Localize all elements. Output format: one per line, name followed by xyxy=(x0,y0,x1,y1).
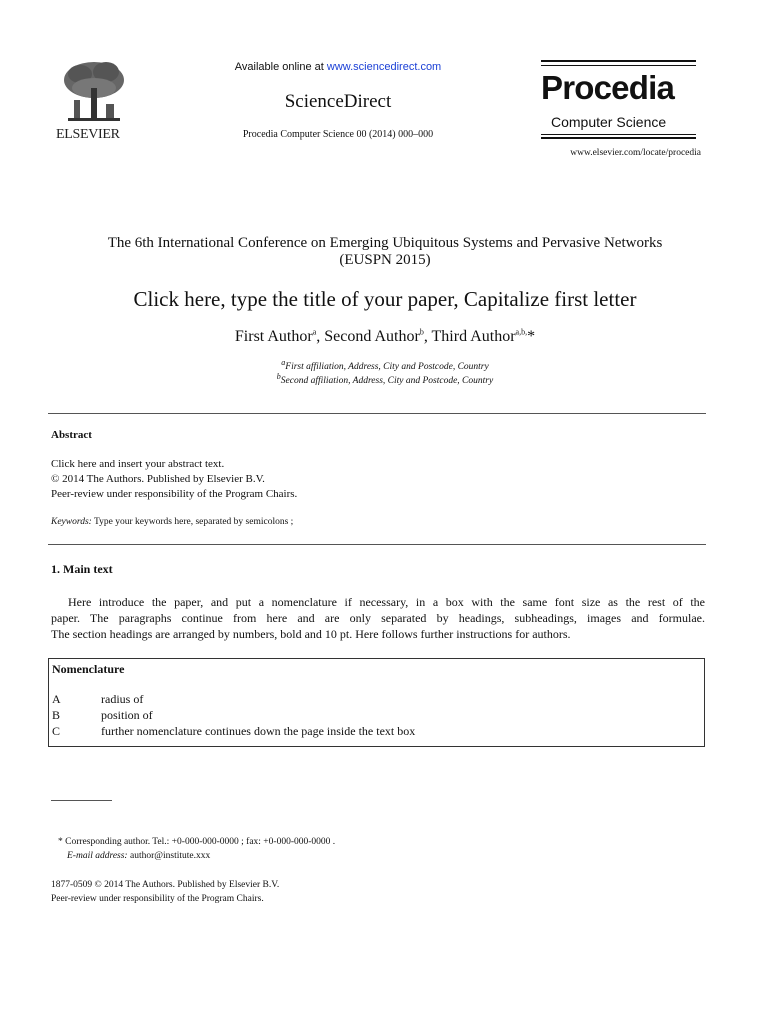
procedia-url[interactable]: www.elsevier.com/locate/procedia xyxy=(570,148,701,158)
elsevier-wordmark: ELSEVIER xyxy=(56,127,120,142)
affiliation-a: $^a$First affiliation, Address, City and Postcode, Country xyxy=(281,357,489,372)
keywords-label: Keywords: xyxy=(51,517,92,527)
copyright-line-2: Peer-review under responsibility of the Program Chairs. xyxy=(51,894,264,904)
conference-line-1: The 6th International Conference on Emerging Ubiquitous Systems and Pervasive Networks xyxy=(107,235,663,251)
abstract-body xyxy=(51,457,297,502)
sciencedirect-title: ScienceDirect xyxy=(284,91,392,112)
journal-reference: Procedia Computer Science 00 (2014) 000–000 xyxy=(242,129,434,140)
abstract-heading: Abstract xyxy=(51,429,92,441)
paragraph-line-2: paper. The paragraphs continue from here and are only separated by headings, subheadings, images and formulae. xyxy=(51,611,705,625)
author-3: , Third Author xyxy=(423,328,516,345)
conference-name xyxy=(40,235,730,269)
affiliation-b: $^b$Second affiliation, Address, City and Postcode, Country xyxy=(276,371,494,386)
corresponding-star: * xyxy=(527,328,536,345)
conference-line-2: (EUSPN 2015) xyxy=(339,252,431,268)
procedia-logo xyxy=(541,60,696,142)
paragraph-line-1: Here introduce the paper, and put a nomenclature if necessary, in a box with the same font size as the rest of the xyxy=(68,595,705,609)
email-note xyxy=(58,849,335,863)
procedia-subtitle: Computer Science xyxy=(551,114,667,130)
procedia-top-rule xyxy=(541,60,696,62)
email-label: E-mail address: xyxy=(67,851,128,861)
section-heading: 1. Main text xyxy=(51,562,113,576)
footnote-separator xyxy=(51,800,112,801)
elsevier-tree-icon xyxy=(54,58,134,128)
abstract-line-2: © 2014 The Authors. Published by Elsevier B.V. xyxy=(51,473,265,485)
copyright-line-1: 1877-0509 © 2014 The Authors. Published by Elsevier B.V. xyxy=(51,880,280,890)
keywords-text: Type your keywords here, separated by semicolons ; xyxy=(91,517,294,527)
rule-below-abstract xyxy=(48,544,706,545)
author-1: First Author xyxy=(234,328,313,345)
procedia-bottom-rule-thick xyxy=(541,137,696,139)
paper-title: Click here, type the title of your paper, Capitalize first letter xyxy=(133,287,637,311)
rule-above-abstract xyxy=(48,413,706,414)
elsevier-logo xyxy=(54,58,134,146)
nomenclature-heading: Nomenclature xyxy=(52,662,125,676)
sciencedirect-link[interactable]: www.sciencedirect.com xyxy=(326,61,442,73)
author-2: , Second Author xyxy=(316,328,420,345)
abstract-line-3: Peer-review under responsibility of the Program Chairs. xyxy=(51,488,298,500)
procedia-bottom-rule xyxy=(541,134,696,135)
keywords xyxy=(51,517,293,527)
procedia-wordmark: Procedia xyxy=(541,69,674,106)
section-paragraph xyxy=(51,594,705,642)
footnote xyxy=(58,835,335,863)
procedia-top-rule-thin xyxy=(541,65,696,66)
abstract-line-1: Click here and insert your abstract text. xyxy=(51,458,225,470)
affiliations xyxy=(100,357,670,388)
available-online: Available online at www.sciencedirect.com xyxy=(234,61,442,73)
paragraph-line-3: The section headings are arranged by numbers, bold and 10 pt. Here follows further instructions for authors. xyxy=(51,627,571,641)
nomenclature-box: Nomenclature A radius of B position of C further nomenclature continues down the page inside the text box xyxy=(48,658,705,747)
email-address[interactable]: author@institute.xxx xyxy=(127,851,211,861)
copyright-block xyxy=(51,878,279,906)
corresponding-author-note: * Corresponding author. Tel.: +0-000-000-0000 ; fax: +0-000-000-0000 . xyxy=(58,837,336,847)
author-list: First Author$^a$, Second Author$^b$, Third Author$^{a,b,}$* xyxy=(234,327,536,345)
